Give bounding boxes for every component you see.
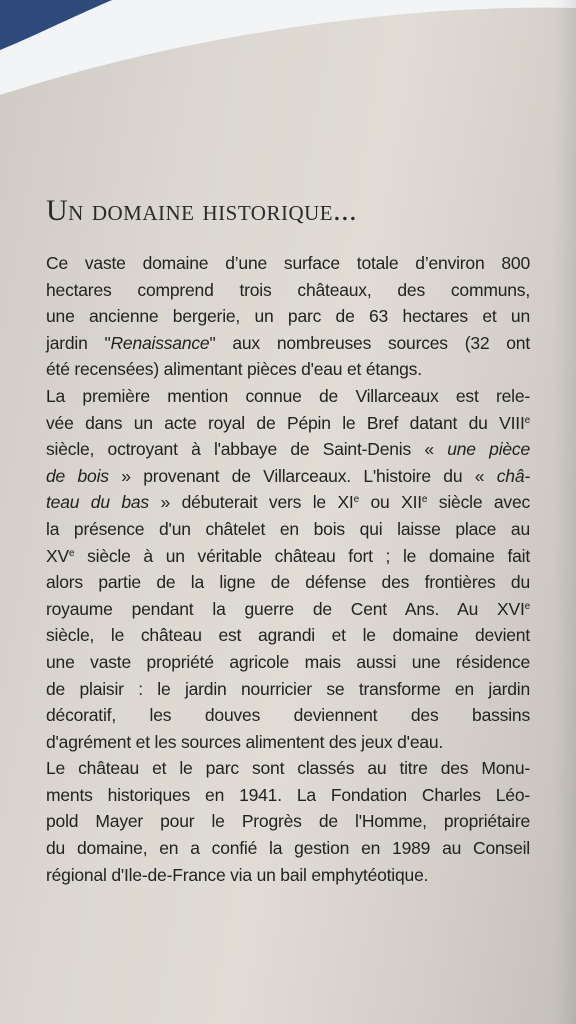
text-segment: siècle, octroyant à l'abbaye de Saint-Denis « <box>46 439 448 460</box>
text-segment: jardin " <box>46 332 111 353</box>
text-line <box>46 356 530 383</box>
text-segment: pold Mayer pour le Progrès de l'Homme, propriétaire <box>46 811 530 832</box>
italic-text: Renaissance <box>110 332 210 353</box>
text-segment: été recensées) alimentant pièces d'eau et étangs. <box>46 359 422 380</box>
text-segment: du domaine, en a confié la gestion en 1989 au Conseil <box>46 838 530 859</box>
italic-text: une pièce <box>447 439 530 460</box>
text-segment: décoratif, les douves deviennent des bassins <box>46 705 530 726</box>
italic-text: de bois <box>46 465 109 486</box>
text-line <box>46 410 530 437</box>
text-segment: » débuterait vers le XI <box>149 492 354 513</box>
text-segment: » provenant de Villarceaux. L'histoire du « <box>108 465 497 486</box>
text-segment: " aux nombreuses sources (32 ont <box>209 332 530 353</box>
section-heading: Un domaine historique... <box>46 194 358 227</box>
text-line <box>46 622 530 649</box>
text-segment: La première mention connue de Villarceaux est rele- <box>46 385 530 406</box>
text-segment: hectares comprend trois châteaux, des communs, <box>46 279 530 300</box>
italic-text: châ- <box>496 465 530 486</box>
text-line <box>46 303 530 330</box>
text-segment: une ancienne bergerie, un parc de 63 hectares et un <box>46 306 530 327</box>
text-segment: d'agrément et les sources alimentent des jeux d'eau. <box>46 731 444 752</box>
text-segment: siècle à un véritable château fort ; le domaine fait <box>74 545 530 566</box>
text-line <box>46 755 530 782</box>
superscript: e <box>68 547 75 559</box>
text-segment: siècle, le château est agrandi et le domaine devient <box>46 625 530 646</box>
text-line <box>46 277 530 304</box>
text-segment: ments historiques en 1941. La Fondation Charles Léo- <box>46 784 530 805</box>
text-segment: régional d'Ile-de-France via un bail emphytéotique. <box>46 864 429 885</box>
text-line <box>46 782 530 809</box>
text-line <box>46 463 530 490</box>
italic-text: teau du bas <box>46 492 149 513</box>
text-line <box>46 835 530 862</box>
text-segment: royaume pendant la guerre de Cent Ans. Au XVI <box>46 598 525 619</box>
text-line <box>46 862 530 889</box>
text-segment: XV <box>46 545 69 566</box>
text-segment: une vaste propriété agricole mais aussi une résidence <box>46 651 530 672</box>
text-segment: la présence d'un châtelet en bois qui laisse place au <box>46 518 530 539</box>
body-paragraph <box>46 250 530 888</box>
text-line <box>46 489 530 516</box>
text-line <box>46 383 530 410</box>
text-line <box>46 676 530 703</box>
text-line <box>46 649 530 676</box>
text-line <box>46 596 530 623</box>
text-segment: siècle avec <box>427 492 531 513</box>
text-segment: Ce vaste domaine d’une surface totale d’environ 800 <box>46 253 530 273</box>
text-segment: de plaisir : le jardin nourricier se transforme en jardin <box>46 678 530 699</box>
text-line <box>46 702 530 729</box>
superscript: e <box>524 600 530 612</box>
superscript: e <box>421 494 428 506</box>
text-line <box>46 436 530 463</box>
text-segment: Le château et le parc sont classés au titre des Monu- <box>46 758 530 779</box>
text-line <box>46 516 530 543</box>
text-line <box>46 569 530 596</box>
text-segment: ou XII <box>358 492 422 513</box>
superscript: e <box>353 494 359 506</box>
text-line <box>46 543 530 570</box>
text-segment: alors partie de la ligne de défense des frontières du <box>46 572 530 593</box>
text-line <box>46 808 530 835</box>
text-line <box>46 250 530 277</box>
text-line <box>46 729 530 756</box>
edge-shadow <box>554 0 576 1024</box>
text-segment: vée dans un acte royal de Pépin le Bref datant du VIII <box>46 412 525 433</box>
text-line <box>46 330 530 357</box>
superscript: e <box>524 414 530 426</box>
